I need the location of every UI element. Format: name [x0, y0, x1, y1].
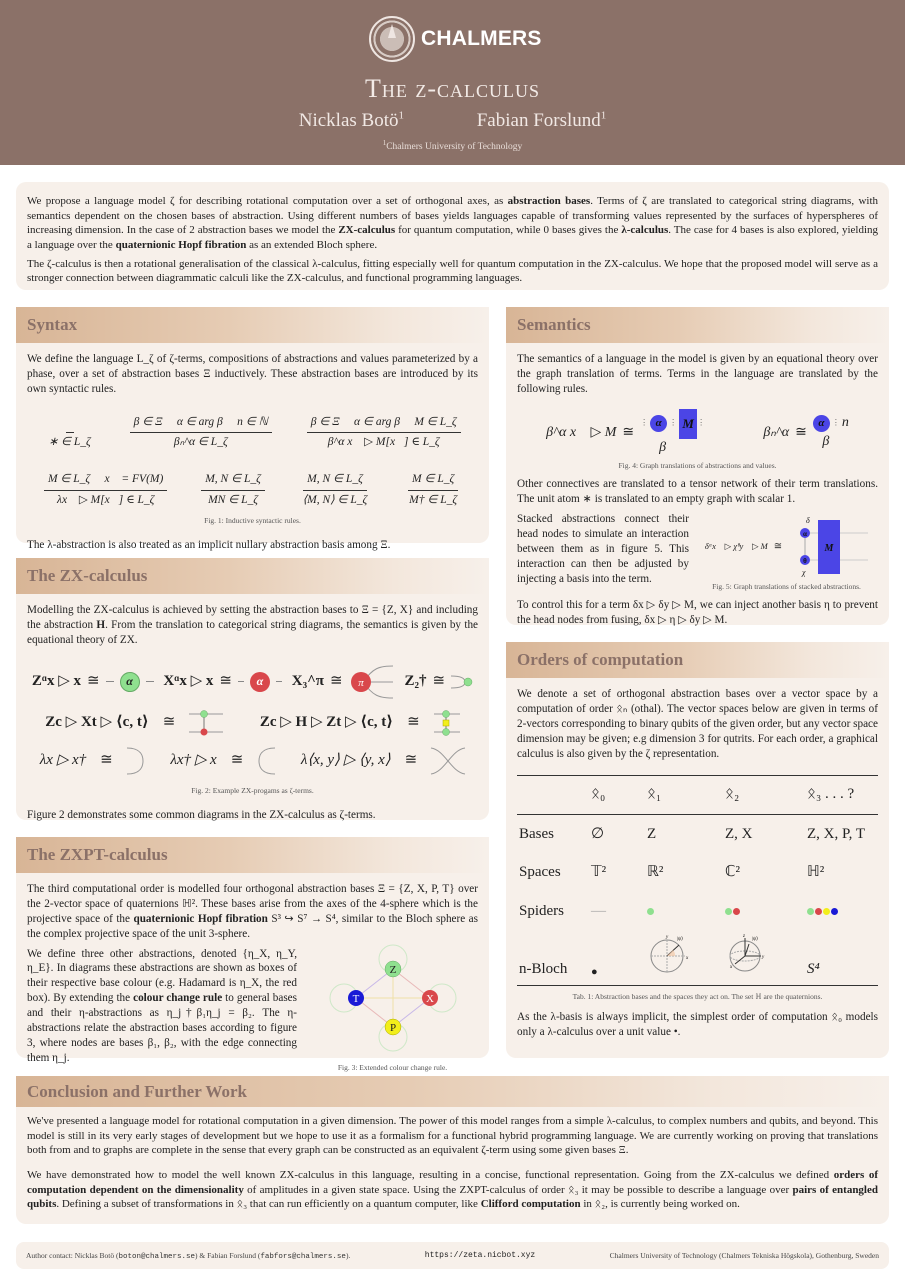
inference-rule: $\frac{M, N \in L\_\zeta}{MN \in L\_\zeta}$ [201, 472, 265, 508]
cup-wire-icon [257, 746, 275, 776]
svg-text:α: α [803, 530, 808, 539]
z-spider-icon [807, 908, 814, 915]
colour-change-figure [307, 947, 478, 1079]
zx-equation: Zc ▷ H ▷ Zt ▷ ⟨c, t⟩ ≅ [260, 710, 460, 736]
syntax-outro: The λ-abstraction is also treated as an implicit nullary abstraction basis among Ξ. [27, 538, 391, 551]
section-title: Orders of computation [517, 650, 684, 669]
inference-rule: $\frac{M, N \in L\_\zeta}{⟨M, N⟩ \in L\_\zeta}$ [302, 473, 368, 506]
svg-text:θ: θ [803, 557, 807, 566]
author: Nicklas Botö$^1$ [298, 110, 404, 132]
project-url-link[interactable]: https://zeta.nicbot.xyz [424, 1251, 536, 1260]
figure-caption: Fig. 5: Graph translations of stacked abstractions. [712, 582, 861, 592]
zx-equation: Zc ▷ Xt ▷ ⟨c, t⟩ ≅ [45, 710, 223, 736]
table-caption: Tab. 1: Abstraction bases and the spaces they act on. The set ℍ are the quaternions. [572, 992, 823, 1002]
semantics-section [506, 307, 889, 625]
svg-text:z: z [743, 933, 745, 939]
orders-table [517, 775, 878, 986]
figure-caption: Fig. 4: Graph translations of abstractions and values. [618, 461, 777, 471]
zx-equation: Zᵅx ▷ x ≅ α [32, 672, 154, 692]
abstract-paragraph: The ζ-calculus is then a rotational generalisation of the classical λ-calculus, fitting especially well for quantum computation in the ZX-calculus. We hope that the proposed model will serve as a stronger connection between diagrammatic calculi like the ZX-calculus, and functional programming languages. [27, 257, 878, 285]
zx-outro: Figure 2 demonstrates some common diagrams in the ZX-calculus as ζ-terms. [27, 808, 376, 821]
zx-intro: Modelling the ZX-calculus is achieved by setting the abstraction bases to Ξ = {Z, X} and including the abstraction H. From the translation to categorical string diagrams, the semantics is given by the equational theory of ZX. [27, 604, 479, 646]
circle-bloch-icon [647, 932, 691, 976]
section-title: The ZXPT-calculus [27, 845, 168, 864]
inference-rules [27, 411, 478, 455]
section-title: Syntax [27, 315, 78, 334]
figure-caption: Fig. 1: Inductive syntactic rules. [204, 515, 301, 525]
logo-text: CHALMERS [421, 27, 542, 50]
table-row: n-Bloch ● y x |ψ⟩ z y x |ψ⟩ S⁴ [517, 932, 878, 986]
zx-equation: Xᵅx ▷ x ≅ α [163, 672, 282, 692]
term-box-icon: M [679, 409, 697, 439]
svg-text:y: y [666, 934, 669, 940]
svg-text:Z: Z [389, 963, 396, 976]
svg-text:x: x [730, 964, 733, 970]
z-spider-icon [647, 908, 654, 915]
section-header [16, 558, 489, 594]
svg-text:M: M [824, 543, 834, 555]
svg-text:|ψ⟩: |ψ⟩ [677, 936, 684, 942]
figure-caption: Fig. 3: Extended colour change rule. [337, 1062, 448, 1072]
x-spider-icon: α [250, 672, 270, 692]
table-row: Bases ∅ Z Z, X Z, X, P, T [519, 825, 866, 842]
table-header-row: ᛟ₀ ᛟ₁ ᛟ₂ ᛟ₃ . . . ? [517, 776, 878, 815]
svg-text:y: y [762, 954, 765, 960]
email-link[interactable]: boton@chalmers.se [118, 1252, 195, 1261]
inference-rule: $\frac{M \in L\_\zeta}{M\dagger \in L\_\zeta}$ [409, 473, 458, 506]
swap-wire-icon [431, 746, 465, 776]
semantics-paragraph: Stacked abstractions connect their head nodes to simulate an interaction between them as in figure 5. This interaction can then be adjusted by injecting a basis into the term. [517, 513, 689, 585]
section-header [16, 1076, 889, 1107]
table-row: Spiders — [517, 893, 878, 932]
section-title: Conclusion and Further Work [27, 1081, 247, 1101]
zx-equation: Z₂† ≅ [404, 672, 473, 692]
poster-header [0, 0, 905, 165]
abstract-box [16, 182, 889, 290]
zx-equation-row [27, 746, 478, 776]
z-cap-icon [451, 674, 473, 690]
conclusion-section [16, 1076, 889, 1224]
value-node-icon: α [813, 415, 830, 432]
section-header [506, 642, 889, 678]
author-list [0, 110, 905, 132]
section-header [16, 837, 489, 873]
bloch-sphere-icon [725, 932, 769, 976]
conclusion-paragraph: We've presented a language model for rotational computation in a given dimension. The power of this model ranges from a simple λ-calculus, to complex numbers and qubits, and beyond. This model is still in its very early stages of development but we hope to use it as a formalism for a functional hybrid programming language. We are currently working on proving that translations both from and to graphs are complete in the sense that every graph can be constructed as an equivalent ζ-term using some given bases Ξ. [27, 1115, 878, 1157]
author-contact: Author contact: Nicklas Botö (boton@chalmers.se) & Fabian Forslund (fabfors@chalmers.se). [26, 1250, 351, 1261]
z-spider-icon [725, 908, 732, 915]
affiliation: $^1$Chalmers University of Technology [382, 139, 523, 153]
table-row: Spaces 𝕋² ℝ² ℂ² ℍ² [519, 864, 825, 881]
abstraction-node-icon: α [650, 415, 667, 432]
inference-rules [27, 468, 478, 512]
zxpt-paragraph: The third computational order is modelled four orthogonal abstraction bases Ξ = {Z, X, P, T} over the 2-vector space of quaternions ℍ². These bases arise from the axes of the 4-sphere which is the projective space of the quaternionic Hopf fibration S³ ↪ S⁷ → S⁴, similar to the Bloch sphere as the complex projective space of the unit 3-sphere. [27, 883, 479, 940]
stacked-abstraction-diagram-icon [788, 516, 868, 578]
syntax-section [16, 307, 489, 551]
semantics-paragraph: Other connectives are translated to a tensor network of their term translations. The unit atom ∗ is translated to an empty graph with scalar 1. [517, 478, 878, 506]
institution-text: Chalmers University of Technology (Chalmers Tekniska Högskola), Gothenburg, Sweden [609, 1251, 879, 1260]
x-spider-three-leg-icon [349, 664, 395, 700]
semantics-figure-5: δᵅx⃗ ▷ χᶿy⃗ ▷ M ≅ δ α θ χ M Fig. 5: Graph translations of stacked abstractions. [695, 512, 878, 598]
cz-diagram-icon [434, 710, 460, 736]
conclusion-paragraph: We have demonstrated how to model the well known ZX-calculus in this language, resulting in a concise, functional representation. Going from the ZX-calculus we defined orders of computation dependent on the dimensionality of amplitudes in a given state space. Using the ZXPT-calculus of order ᛟ₃ it may be possible to describe a language over pairs of entangled qubits. Defining a subset of transformations in ᛟ₃ that can run efficiently on a quantum computer, like Clifford computation in ᛟ₂, is currently being worked on. [27, 1168, 878, 1211]
cnot-diagram-icon [189, 710, 223, 736]
z-spider-icon: α [120, 672, 140, 692]
orders-section [506, 642, 889, 1058]
zx-equation: X₃^π ≅ π [292, 664, 395, 700]
section-title: The ZX-calculus [27, 566, 148, 585]
inference-rule: ∗ ∈ L_ζ [44, 419, 94, 450]
zx-calculus-section [16, 558, 489, 820]
poster-title: The ζ-calculus [364, 74, 541, 103]
zx-equation-row [27, 664, 478, 700]
semantics-paragraph: To control this for a term δx ▷ δy ▷ M, we can inject another basis η to prevent the head nodes from fusing, δx ▷ η ▷ δy ▷ M. [517, 599, 878, 626]
syntax-intro: We define the language L_ζ of ζ-terms, compositions of abstractions and values parameterized by a phase, over a set of abstraction bases Ξ inductively. These abstraction bases are introduced by its own syntactic rules. [27, 353, 478, 395]
cap-wire-icon [127, 746, 145, 776]
zxpt-paragraph: We define three other abstractions, denoted {η_X, η_Y, η_E}. In diagrams these abstractions are shown as boxes of their respective base colour (e.g. Hadamard is η_X, the red box). By extending the colour change rule to general bases and their η-abstractions as η_j†β₁η_j = β₂. The η-abstractions relate the abstraction bases according to figure 3, where nodes are bases β₁, β₂, with the edge connecting them η_j. [27, 947, 297, 1064]
zx-equation-row [27, 710, 478, 736]
figure-caption: Fig. 2: Example ZX-progams as ζ-terms. [191, 785, 314, 795]
zxpt-calculus-section [16, 837, 489, 1072]
svg-text:χ: χ [802, 568, 806, 578]
zx-equation: λx ▷ x† ≅ [40, 746, 145, 776]
svg-text:T: T [352, 992, 359, 1005]
email-link[interactable]: fabfors@chalmers.se [260, 1252, 346, 1261]
x-spider-icon [815, 908, 822, 915]
spider-dots [723, 893, 805, 932]
svg-text:π: π [357, 676, 364, 689]
section-header [16, 307, 489, 343]
x-spider-icon [733, 908, 740, 915]
t-spider-icon [831, 908, 838, 915]
spider-dots [645, 893, 723, 932]
semantics-figure-4: β^α x⃗ ▷ M ≅ ⋮ α ⋮ M ⋮ β βₙ^α ≅ α ⋮ n β [517, 409, 878, 458]
section-header [506, 307, 889, 343]
inference-rule: $\frac{\text{β ∈ Ξ α ∈ arg β M ∈ L\_ζ}}{\text{β\textasciicircum{}α x⃗ ▷ M[x⃗] ∈ L\_ζ}}$ [307, 415, 461, 451]
author: Fabian Forslund$^1$ [476, 110, 607, 132]
zx-equation: λx† ▷ x ≅ [170, 746, 275, 776]
svg-text:δ: δ [806, 516, 810, 526]
orders-outro: As the λ-basis is always implicit, the simplest order of computation ᛟ₀ models only a λ-calculus over a unit value •. [517, 1011, 878, 1039]
zx-equation: λ⟨x, y⟩ ▷ ⟨y, x⟩ ≅ [301, 746, 465, 776]
p-spider-icon [823, 908, 830, 915]
abstract-paragraph: We propose a language model ζ for describing rotational computation over a set of orthogonal axes, as abstraction bases. Terms of ζ are translated to categorical string diagrams, with semantics dependent on the chosen bases of abstraction. Using different numbers of bases yields languages capable of transforming values represented by the surfaces of hyperspheres of increasing dimension. In the case of 2 abstraction bases we model the ZX-calculus for quantum computation, while 0 bases gives the λ-calculus. The case for 4 bases is also explored, yielding a language over the quaternionic Hopf fibration as an extended Bloch sphere. [27, 195, 879, 251]
poster-footer [16, 1242, 889, 1269]
section-title: Semantics [517, 315, 591, 334]
semantics-intro: The semantics of a language in the model is given by an equational theory over the graph translation of terms. Terms in the language are translated by the following rules. [517, 353, 878, 395]
inference-rule: $\frac{\text{M ∈ L\_ζ x⃗ = FV(M)}}{\lambda x⃗ ▷ M[x⃗] \in L\_\zeta}$ [44, 472, 167, 508]
colour-change-graph-icon [328, 947, 458, 1059]
svg-text:P: P [389, 1021, 396, 1034]
orders-intro: We denote a set of orthogonal abstraction bases over a vector space by a computation of order ᛟₙ (othal). The vector spaces below are given in terms of 2-vectors corresponding to binary qubits of the given order, but any vector space dimension may be given; e.g dimension 3 for qutrits. For each order, a graphical calculus is also given by the ζ representation. [517, 688, 878, 760]
chalmers-logo [369, 16, 542, 62]
inference-rule: $\frac{\text{β ∈ Ξ α ∈ arg β n ∈ ℕ}}{\text{βₙ\textasciicircum{}α ∈ L\_ζ}}$ [130, 415, 272, 451]
spider-dots [805, 893, 878, 932]
chalmers-seal-icon [369, 16, 415, 62]
svg-text:X: X [425, 992, 434, 1005]
svg-text:|ψ⟩: |ψ⟩ [752, 936, 759, 942]
svg-text:x: x [686, 955, 689, 961]
